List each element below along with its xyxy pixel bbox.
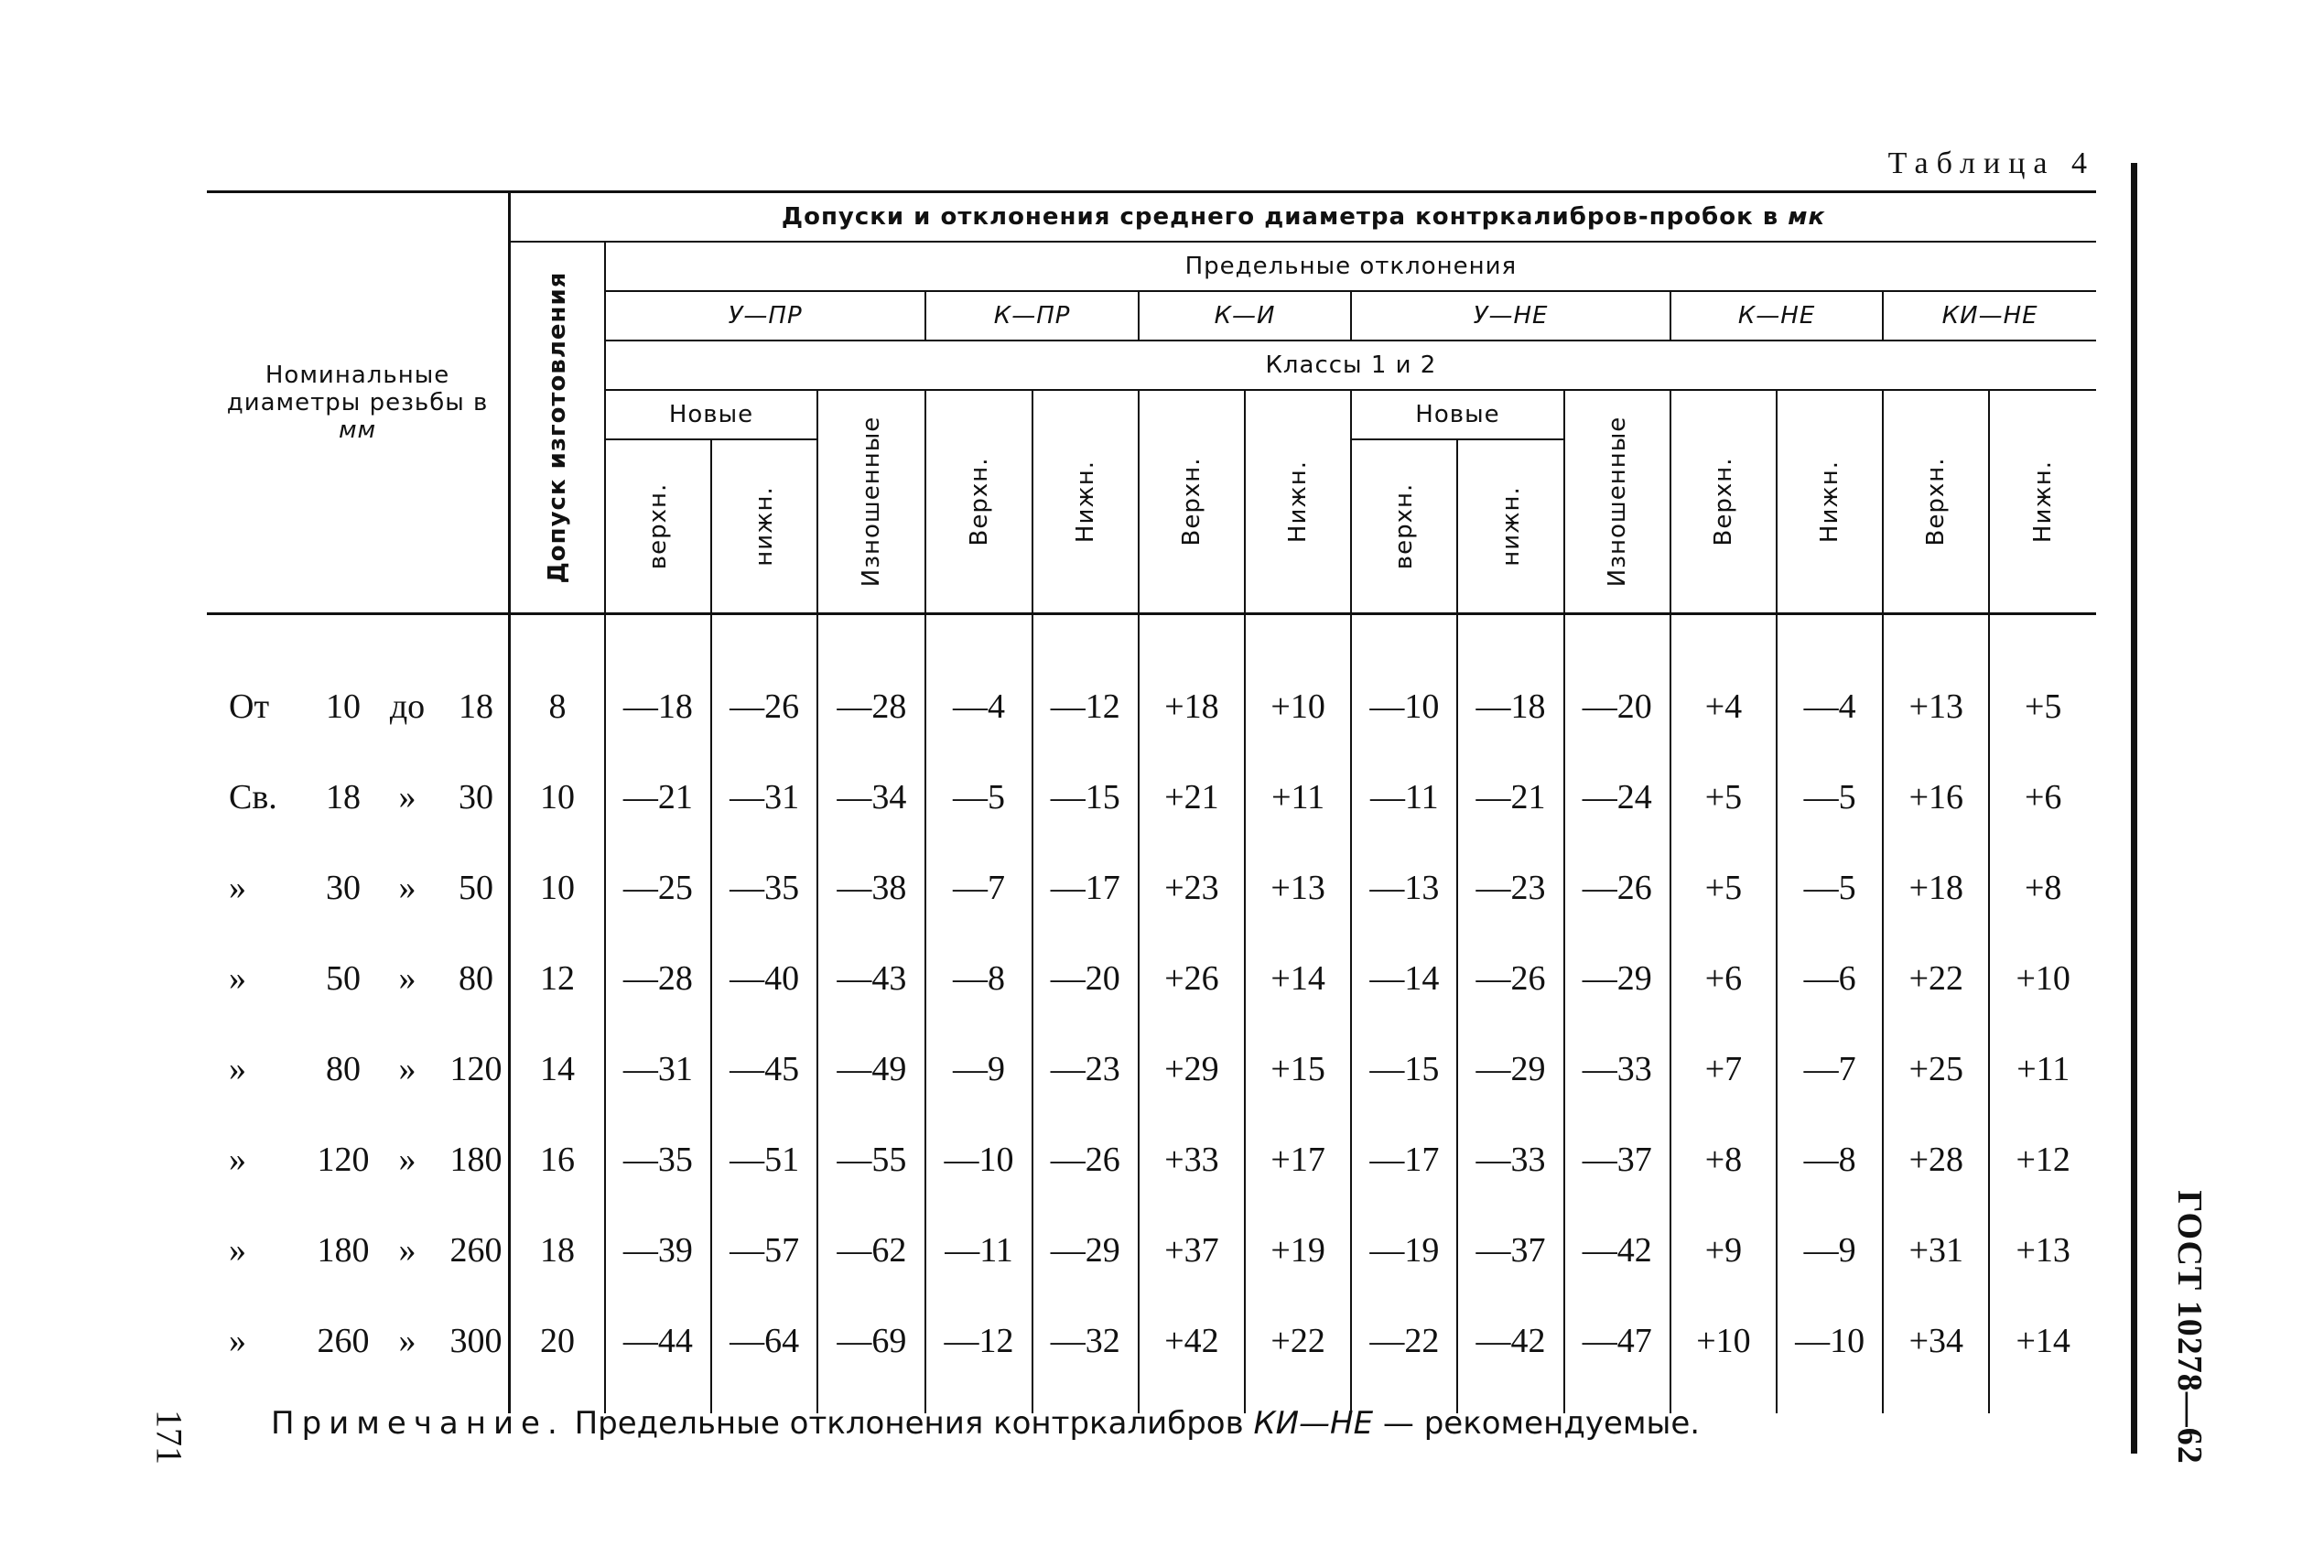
row-value: +10 bbox=[1989, 933, 2096, 1023]
row-value: —31 bbox=[711, 752, 817, 842]
row-value: —49 bbox=[817, 1023, 925, 1114]
table-row bbox=[207, 842, 2096, 933]
right-margin-rule bbox=[2131, 163, 2137, 1454]
row-value: +31 bbox=[1883, 1205, 1989, 1295]
range-to: 18 bbox=[459, 687, 493, 726]
table-label: Таблица 4 bbox=[1887, 146, 2095, 180]
row-diameter-range bbox=[207, 614, 510, 752]
row-value: +16 bbox=[1883, 752, 1989, 842]
header-k-pr-upper: Верхн. bbox=[925, 390, 1032, 614]
row-tolerance: 18 bbox=[510, 1205, 605, 1295]
row-value: —34 bbox=[817, 752, 925, 842]
header-k-i-upper: Верхн. bbox=[1139, 390, 1245, 614]
row-value: —12 bbox=[925, 1295, 1032, 1413]
range-sep: » bbox=[398, 1321, 416, 1360]
row-value: +22 bbox=[1245, 1295, 1351, 1413]
range-sep: до bbox=[389, 687, 426, 726]
row-value: —39 bbox=[605, 1205, 711, 1295]
header-worn-u-pr: Изношенные bbox=[817, 390, 925, 614]
row-value: —29 bbox=[1032, 1205, 1139, 1295]
row-value: +8 bbox=[1670, 1114, 1777, 1205]
row-value: —55 bbox=[817, 1114, 925, 1205]
range-prefix: » bbox=[229, 1321, 246, 1360]
row-value: +23 bbox=[1139, 842, 1245, 933]
row-value: +42 bbox=[1139, 1295, 1245, 1413]
page-number bbox=[133, 1400, 206, 1474]
range-to: 180 bbox=[449, 1140, 503, 1179]
row-value: —26 bbox=[711, 614, 817, 752]
row-value: +15 bbox=[1245, 1023, 1351, 1114]
row-value: —8 bbox=[1777, 1114, 1883, 1205]
row-value: —21 bbox=[1457, 752, 1563, 842]
row-value: —9 bbox=[1777, 1205, 1883, 1295]
row-value: —31 bbox=[605, 1023, 711, 1114]
row-value: +10 bbox=[1245, 614, 1351, 752]
table-row bbox=[207, 614, 2096, 752]
row-value: +17 bbox=[1245, 1114, 1351, 1205]
table-row bbox=[207, 1114, 2096, 1205]
header-group-u-pr: У—ПР bbox=[605, 291, 926, 341]
table-row bbox=[207, 1023, 2096, 1114]
row-value: +5 bbox=[1670, 752, 1777, 842]
row-value: +5 bbox=[1670, 842, 1777, 933]
row-value: +6 bbox=[1989, 752, 2096, 842]
range-from: 50 bbox=[326, 958, 361, 998]
row-value: —10 bbox=[1777, 1295, 1883, 1413]
row-value: —23 bbox=[1457, 842, 1563, 933]
row-value: —38 bbox=[817, 842, 925, 933]
header-nominal-diameter: Номинальные диаметры резьбы в мм bbox=[207, 192, 510, 614]
row-diameter-range bbox=[207, 1114, 510, 1205]
row-value: —26 bbox=[1457, 933, 1563, 1023]
note-label: Примечание. bbox=[271, 1405, 565, 1442]
header-new-u-ne: Новые bbox=[1351, 390, 1563, 439]
row-value: +28 bbox=[1883, 1114, 1989, 1205]
row-value: +4 bbox=[1670, 614, 1777, 752]
table-row bbox=[207, 752, 2096, 842]
row-value: —28 bbox=[605, 933, 711, 1023]
range-to: 120 bbox=[449, 1049, 503, 1088]
header-u-pr-new-lower: нижн. bbox=[711, 439, 817, 614]
row-tolerance: 16 bbox=[510, 1114, 605, 1205]
row-value: +25 bbox=[1883, 1023, 1989, 1114]
row-diameter-range bbox=[207, 1023, 510, 1114]
range-prefix: От bbox=[229, 687, 270, 726]
row-value: —47 bbox=[1564, 1295, 1670, 1413]
note-italic: КИ—НЕ bbox=[1253, 1405, 1374, 1442]
range-sep: » bbox=[398, 1230, 416, 1270]
header-classes: Классы 1 и 2 bbox=[605, 341, 2096, 390]
row-value: —37 bbox=[1457, 1205, 1563, 1295]
range-from: 80 bbox=[326, 1049, 361, 1088]
table-header bbox=[207, 192, 2096, 614]
row-value: —19 bbox=[1351, 1205, 1457, 1295]
row-value: —57 bbox=[711, 1205, 817, 1295]
row-value: —20 bbox=[1564, 614, 1670, 752]
row-tolerance: 8 bbox=[510, 614, 605, 752]
header-group-k-pr: К—ПР bbox=[925, 291, 1138, 341]
row-tolerance: 20 bbox=[510, 1295, 605, 1413]
range-prefix: » bbox=[229, 1140, 246, 1179]
header-deviations: Предельные отклонения bbox=[605, 242, 2096, 291]
row-value: —62 bbox=[817, 1205, 925, 1295]
row-value: +13 bbox=[1989, 1205, 2096, 1295]
row-tolerance: 14 bbox=[510, 1023, 605, 1114]
row-value: —11 bbox=[1351, 752, 1457, 842]
row-value: —26 bbox=[1032, 1114, 1139, 1205]
row-diameter-range bbox=[207, 752, 510, 842]
row-value: +26 bbox=[1139, 933, 1245, 1023]
row-diameter-range bbox=[207, 1205, 510, 1295]
header-new-u-pr: Новые bbox=[605, 390, 817, 439]
row-value: —26 bbox=[1564, 842, 1670, 933]
row-value: +11 bbox=[1989, 1023, 2096, 1114]
row-value: —42 bbox=[1564, 1205, 1670, 1295]
range-from: 260 bbox=[317, 1321, 370, 1360]
row-value: +5 bbox=[1989, 614, 2096, 752]
row-value: +13 bbox=[1883, 614, 1989, 752]
header-k-ne-lower: Нижн. bbox=[1777, 390, 1883, 614]
row-value: —5 bbox=[925, 752, 1032, 842]
header-u-pr-new-upper: верхн. bbox=[605, 439, 711, 614]
header-ki-ne-upper: Верхн. bbox=[1883, 390, 1989, 614]
row-value: —15 bbox=[1351, 1023, 1457, 1114]
row-value: —6 bbox=[1777, 933, 1883, 1023]
header-u-ne-new-lower: нижн. bbox=[1457, 439, 1563, 614]
row-value: —29 bbox=[1457, 1023, 1563, 1114]
row-value: —13 bbox=[1351, 842, 1457, 933]
row-value: +9 bbox=[1670, 1205, 1777, 1295]
row-tolerance: 10 bbox=[510, 842, 605, 933]
row-value: +34 bbox=[1883, 1295, 1989, 1413]
row-value: —35 bbox=[711, 842, 817, 933]
note-text: Предельные отклонения контркалибров bbox=[574, 1405, 1244, 1442]
row-value: —43 bbox=[817, 933, 925, 1023]
row-value: —28 bbox=[817, 614, 925, 752]
row-value: —18 bbox=[605, 614, 711, 752]
header-u-ne-new-upper: верхн. bbox=[1351, 439, 1457, 614]
row-value: —37 bbox=[1564, 1114, 1670, 1205]
row-value: +29 bbox=[1139, 1023, 1245, 1114]
row-value: +13 bbox=[1245, 842, 1351, 933]
row-value: —17 bbox=[1032, 842, 1139, 933]
range-from: 10 bbox=[326, 687, 361, 726]
row-value: —22 bbox=[1351, 1295, 1457, 1413]
row-value: +11 bbox=[1245, 752, 1351, 842]
row-value: —10 bbox=[925, 1114, 1032, 1205]
row-value: —21 bbox=[605, 752, 711, 842]
range-sep: » bbox=[398, 777, 416, 816]
header-group-k-ne: К—НЕ bbox=[1670, 291, 1883, 341]
row-diameter-range bbox=[207, 933, 510, 1023]
header-worn-u-ne: Изношенные bbox=[1564, 390, 1670, 614]
row-value: +19 bbox=[1245, 1205, 1351, 1295]
row-value: —33 bbox=[1564, 1023, 1670, 1114]
row-value: —24 bbox=[1564, 752, 1670, 842]
row-value: —42 bbox=[1457, 1295, 1563, 1413]
header-k-ne-upper: Верхн. bbox=[1670, 390, 1777, 614]
range-prefix: Св. bbox=[229, 777, 277, 816]
row-value: —11 bbox=[925, 1205, 1032, 1295]
row-diameter-range bbox=[207, 1295, 510, 1413]
range-from: 180 bbox=[317, 1230, 370, 1270]
header-k-i-lower: Нижн. bbox=[1245, 390, 1351, 614]
row-value: —25 bbox=[605, 842, 711, 933]
range-to: 50 bbox=[459, 868, 493, 907]
range-from: 30 bbox=[326, 868, 361, 907]
range-from: 120 bbox=[317, 1140, 370, 1179]
range-to: 260 bbox=[449, 1230, 503, 1270]
row-value: +18 bbox=[1139, 614, 1245, 752]
row-value: —4 bbox=[925, 614, 1032, 752]
table-row bbox=[207, 1295, 2096, 1413]
row-value: +14 bbox=[1989, 1295, 2096, 1413]
row-value: —64 bbox=[711, 1295, 817, 1413]
range-to: 30 bbox=[459, 777, 493, 816]
row-value: +7 bbox=[1670, 1023, 1777, 1114]
header-k-pr-lower: Нижн. bbox=[1032, 390, 1139, 614]
row-diameter-range bbox=[207, 842, 510, 933]
table-note bbox=[271, 1405, 1700, 1442]
tolerance-table bbox=[207, 190, 2096, 1413]
range-from: 18 bbox=[326, 777, 361, 816]
range-sep: » bbox=[398, 958, 416, 998]
row-value: —5 bbox=[1777, 842, 1883, 933]
range-to: 300 bbox=[449, 1321, 503, 1360]
row-tolerance: 10 bbox=[510, 752, 605, 842]
row-value: —44 bbox=[605, 1295, 711, 1413]
range-prefix: » bbox=[229, 1049, 246, 1088]
range-prefix: » bbox=[229, 958, 246, 998]
row-value: —8 bbox=[925, 933, 1032, 1023]
row-value: —14 bbox=[1351, 933, 1457, 1023]
row-value: +6 bbox=[1670, 933, 1777, 1023]
range-sep: » bbox=[398, 1049, 416, 1088]
row-value: —12 bbox=[1032, 614, 1139, 752]
row-value: +14 bbox=[1245, 933, 1351, 1023]
row-value: —35 bbox=[605, 1114, 711, 1205]
table-row bbox=[207, 1205, 2096, 1295]
row-value: —7 bbox=[925, 842, 1032, 933]
header-group-k-i: К—И bbox=[1139, 291, 1351, 341]
header-main: Допуски и отклонения среднего диаметра контркалибров-пробок в мк bbox=[510, 192, 2096, 243]
range-to: 80 bbox=[459, 958, 493, 998]
row-value: —51 bbox=[711, 1114, 817, 1205]
gost-marker bbox=[2153, 1190, 2226, 1465]
header-tolerance: Допуск изготовления bbox=[510, 242, 605, 614]
row-value: +18 bbox=[1883, 842, 1989, 933]
row-value: —7 bbox=[1777, 1023, 1883, 1114]
row-value: —23 bbox=[1032, 1023, 1139, 1114]
table-body bbox=[207, 614, 2096, 1414]
table-row bbox=[207, 933, 2096, 1023]
row-value: —29 bbox=[1564, 933, 1670, 1023]
page-number-text: 171 bbox=[148, 1410, 190, 1465]
range-sep: » bbox=[398, 868, 416, 907]
range-sep: » bbox=[398, 1140, 416, 1179]
row-value: +10 bbox=[1670, 1295, 1777, 1413]
row-value: +21 bbox=[1139, 752, 1245, 842]
header-ki-ne-lower: Нижн. bbox=[1989, 390, 2096, 614]
header-group-ki-ne: КИ—НЕ bbox=[1883, 291, 2096, 341]
row-value: —10 bbox=[1351, 614, 1457, 752]
row-tolerance: 12 bbox=[510, 933, 605, 1023]
row-value: —32 bbox=[1032, 1295, 1139, 1413]
row-value: —20 bbox=[1032, 933, 1139, 1023]
row-value: —40 bbox=[711, 933, 817, 1023]
row-value: —15 bbox=[1032, 752, 1139, 842]
row-value: +33 bbox=[1139, 1114, 1245, 1205]
gost-text: ГОСТ 10278—62 bbox=[2170, 1190, 2209, 1465]
range-prefix: » bbox=[229, 1230, 246, 1270]
row-value: —69 bbox=[817, 1295, 925, 1413]
row-value: —33 bbox=[1457, 1114, 1563, 1205]
note-tail: — рекомендуемые. bbox=[1382, 1405, 1701, 1442]
row-value: +8 bbox=[1989, 842, 2096, 933]
row-value: —17 bbox=[1351, 1114, 1457, 1205]
row-value: —45 bbox=[711, 1023, 817, 1114]
range-prefix: » bbox=[229, 868, 246, 907]
row-value: +22 bbox=[1883, 933, 1989, 1023]
row-value: —5 bbox=[1777, 752, 1883, 842]
row-value: +37 bbox=[1139, 1205, 1245, 1295]
row-value: +12 bbox=[1989, 1114, 2096, 1205]
row-value: —18 bbox=[1457, 614, 1563, 752]
header-group-u-ne: У—НЕ bbox=[1351, 291, 1670, 341]
row-value: —9 bbox=[925, 1023, 1032, 1114]
row-value: —4 bbox=[1777, 614, 1883, 752]
